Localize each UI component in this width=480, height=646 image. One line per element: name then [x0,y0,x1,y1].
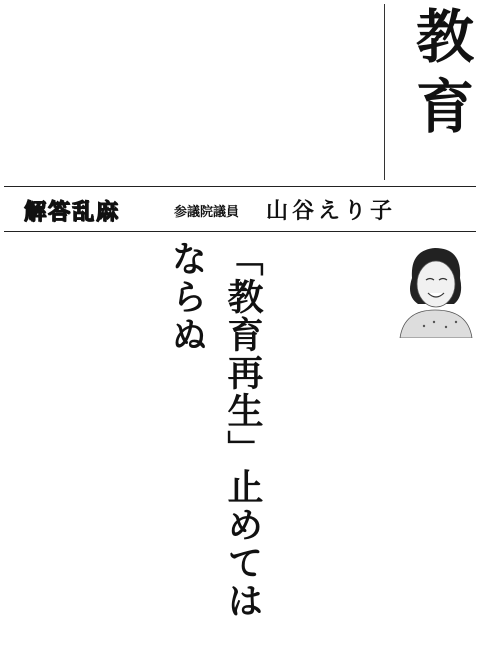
body-text-top-left [4,4,230,180]
body-text-low-1 [394,342,476,642]
column-name: 解答乱麻 [24,200,121,225]
body-text-top-right [236,4,370,180]
byline-strip [4,186,476,232]
body-text-low-3 [150,236,200,642]
divider-vertical [384,4,385,180]
headline: 「教育再生」止めてはならぬ [166,240,263,620]
body-text-low-2 [270,236,340,642]
body-text-low-4 [4,236,144,642]
author-name: 山谷えり子 [266,198,397,224]
section-title: 教育 [406,6,474,146]
face [417,261,455,307]
author-title: 参議院議員 [174,205,240,220]
author-photo [394,238,476,338]
